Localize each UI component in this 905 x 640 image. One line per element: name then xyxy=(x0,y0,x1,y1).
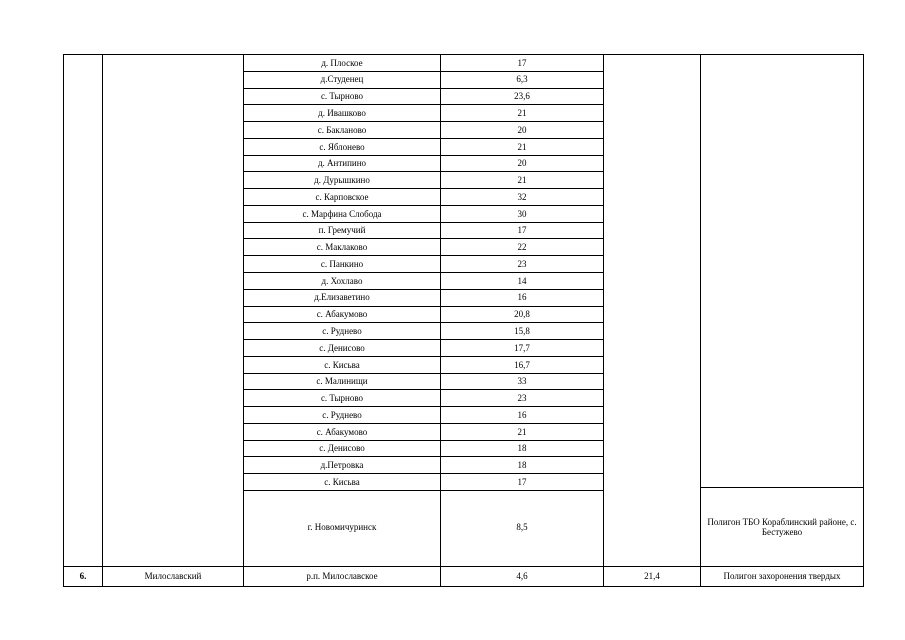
table-column-divider xyxy=(102,54,103,587)
settlement-distance: 32 xyxy=(517,191,527,202)
settlement-distance: 21 xyxy=(517,141,527,152)
settlement-name: с. Малинищи xyxy=(316,376,368,387)
settlement-distance: 8,5 xyxy=(516,521,528,532)
settlement-name: р.п. Милославское xyxy=(306,571,378,582)
table-column-divider xyxy=(603,54,604,587)
settlement-distance: 21 xyxy=(517,175,527,186)
settlement-distance: 21 xyxy=(517,108,527,118)
settlement-distance: 23 xyxy=(517,393,527,404)
settlement-name: с. Денисово xyxy=(319,342,365,353)
settlement-name: с. Абакумово xyxy=(316,309,368,320)
settlement-name: п. Гремучий xyxy=(318,225,366,236)
settlement-distance: 14 xyxy=(517,275,527,286)
settlement-name: д. Хохлаво xyxy=(321,275,363,286)
settlement-name: д. Ивашково xyxy=(318,108,366,118)
settlement-name: с. Яблонево xyxy=(319,141,365,152)
table-border-left xyxy=(63,54,64,587)
settlement-distance: 22 xyxy=(517,242,527,253)
settlement-distance: 17,7 xyxy=(514,342,530,353)
settlement-distance: 17 xyxy=(517,476,527,487)
settlement-name: с. Кисьва xyxy=(324,359,360,370)
settlement-name: д. Антипино xyxy=(317,158,367,169)
settlement-distance: 20,8 xyxy=(514,309,530,320)
settlement-distance: 23 xyxy=(517,258,527,269)
settlement-distance: 20 xyxy=(517,158,527,169)
settlement-name: с. Кисьва xyxy=(324,476,360,487)
settlement-distance: 30 xyxy=(517,208,527,219)
settlement-distance: 16 xyxy=(517,409,527,420)
table-border-right xyxy=(863,54,864,587)
table-border-bottom xyxy=(63,586,864,587)
waste-facility: Полигон ТБО Кораблинский районе, с. Бестужево xyxy=(707,516,857,537)
settlement-name: д.Петровка xyxy=(320,460,364,471)
settlement-name: д. Плоское xyxy=(321,57,363,68)
settlement-name: с. Карповское xyxy=(315,191,369,202)
settlement-name: с. Абакумово xyxy=(316,426,368,437)
settlement-name: с. Руднево xyxy=(322,326,362,337)
settlement-name: с. Тырново xyxy=(320,393,364,404)
settlement-distance: 20 xyxy=(517,124,527,135)
table-column-divider xyxy=(700,54,701,587)
district-name: Милославский xyxy=(144,571,202,582)
settlement-distance: 23,6 xyxy=(514,91,530,102)
settlement-distance: 16 xyxy=(517,292,527,303)
waste-facility: Полигон захоронения твердых xyxy=(723,571,841,582)
settlement-name: д. Дурышкино xyxy=(314,175,370,186)
settlement-distance: 16,7 xyxy=(514,359,530,370)
settlement-name: д.Елизаветино xyxy=(314,292,370,303)
settlement-distance: 17 xyxy=(517,57,527,68)
settlement-distance: 18 xyxy=(517,443,527,454)
settlement-name: г. Новомичуринск xyxy=(307,521,377,532)
settlement-name: д.Студенец xyxy=(320,74,364,85)
settlement-distance: 21 xyxy=(517,426,527,437)
settlement-name: с. Панкино xyxy=(320,258,364,269)
settlement-name: с. Тырново xyxy=(320,91,364,102)
settlement-name: с. Денисово xyxy=(319,443,365,454)
settlement-name: с. Марфина Слобода xyxy=(302,208,382,219)
settlement-distance: 4,6 xyxy=(516,571,528,582)
settlement-name: с. Руднево xyxy=(322,409,362,420)
settlement-distance: 33 xyxy=(517,376,527,387)
settlement-distance: 15,8 xyxy=(514,326,530,337)
settlement-distance: 17 xyxy=(517,225,527,236)
settlement-distance: 6,3 xyxy=(516,74,528,85)
settlement-name: с. Бакланово xyxy=(317,124,367,135)
row-number: 6. xyxy=(79,571,87,582)
settlement-distance: 18 xyxy=(517,460,527,471)
total-distance: 21,4 xyxy=(644,571,660,582)
settlement-name: с. Маклаково xyxy=(316,242,368,253)
